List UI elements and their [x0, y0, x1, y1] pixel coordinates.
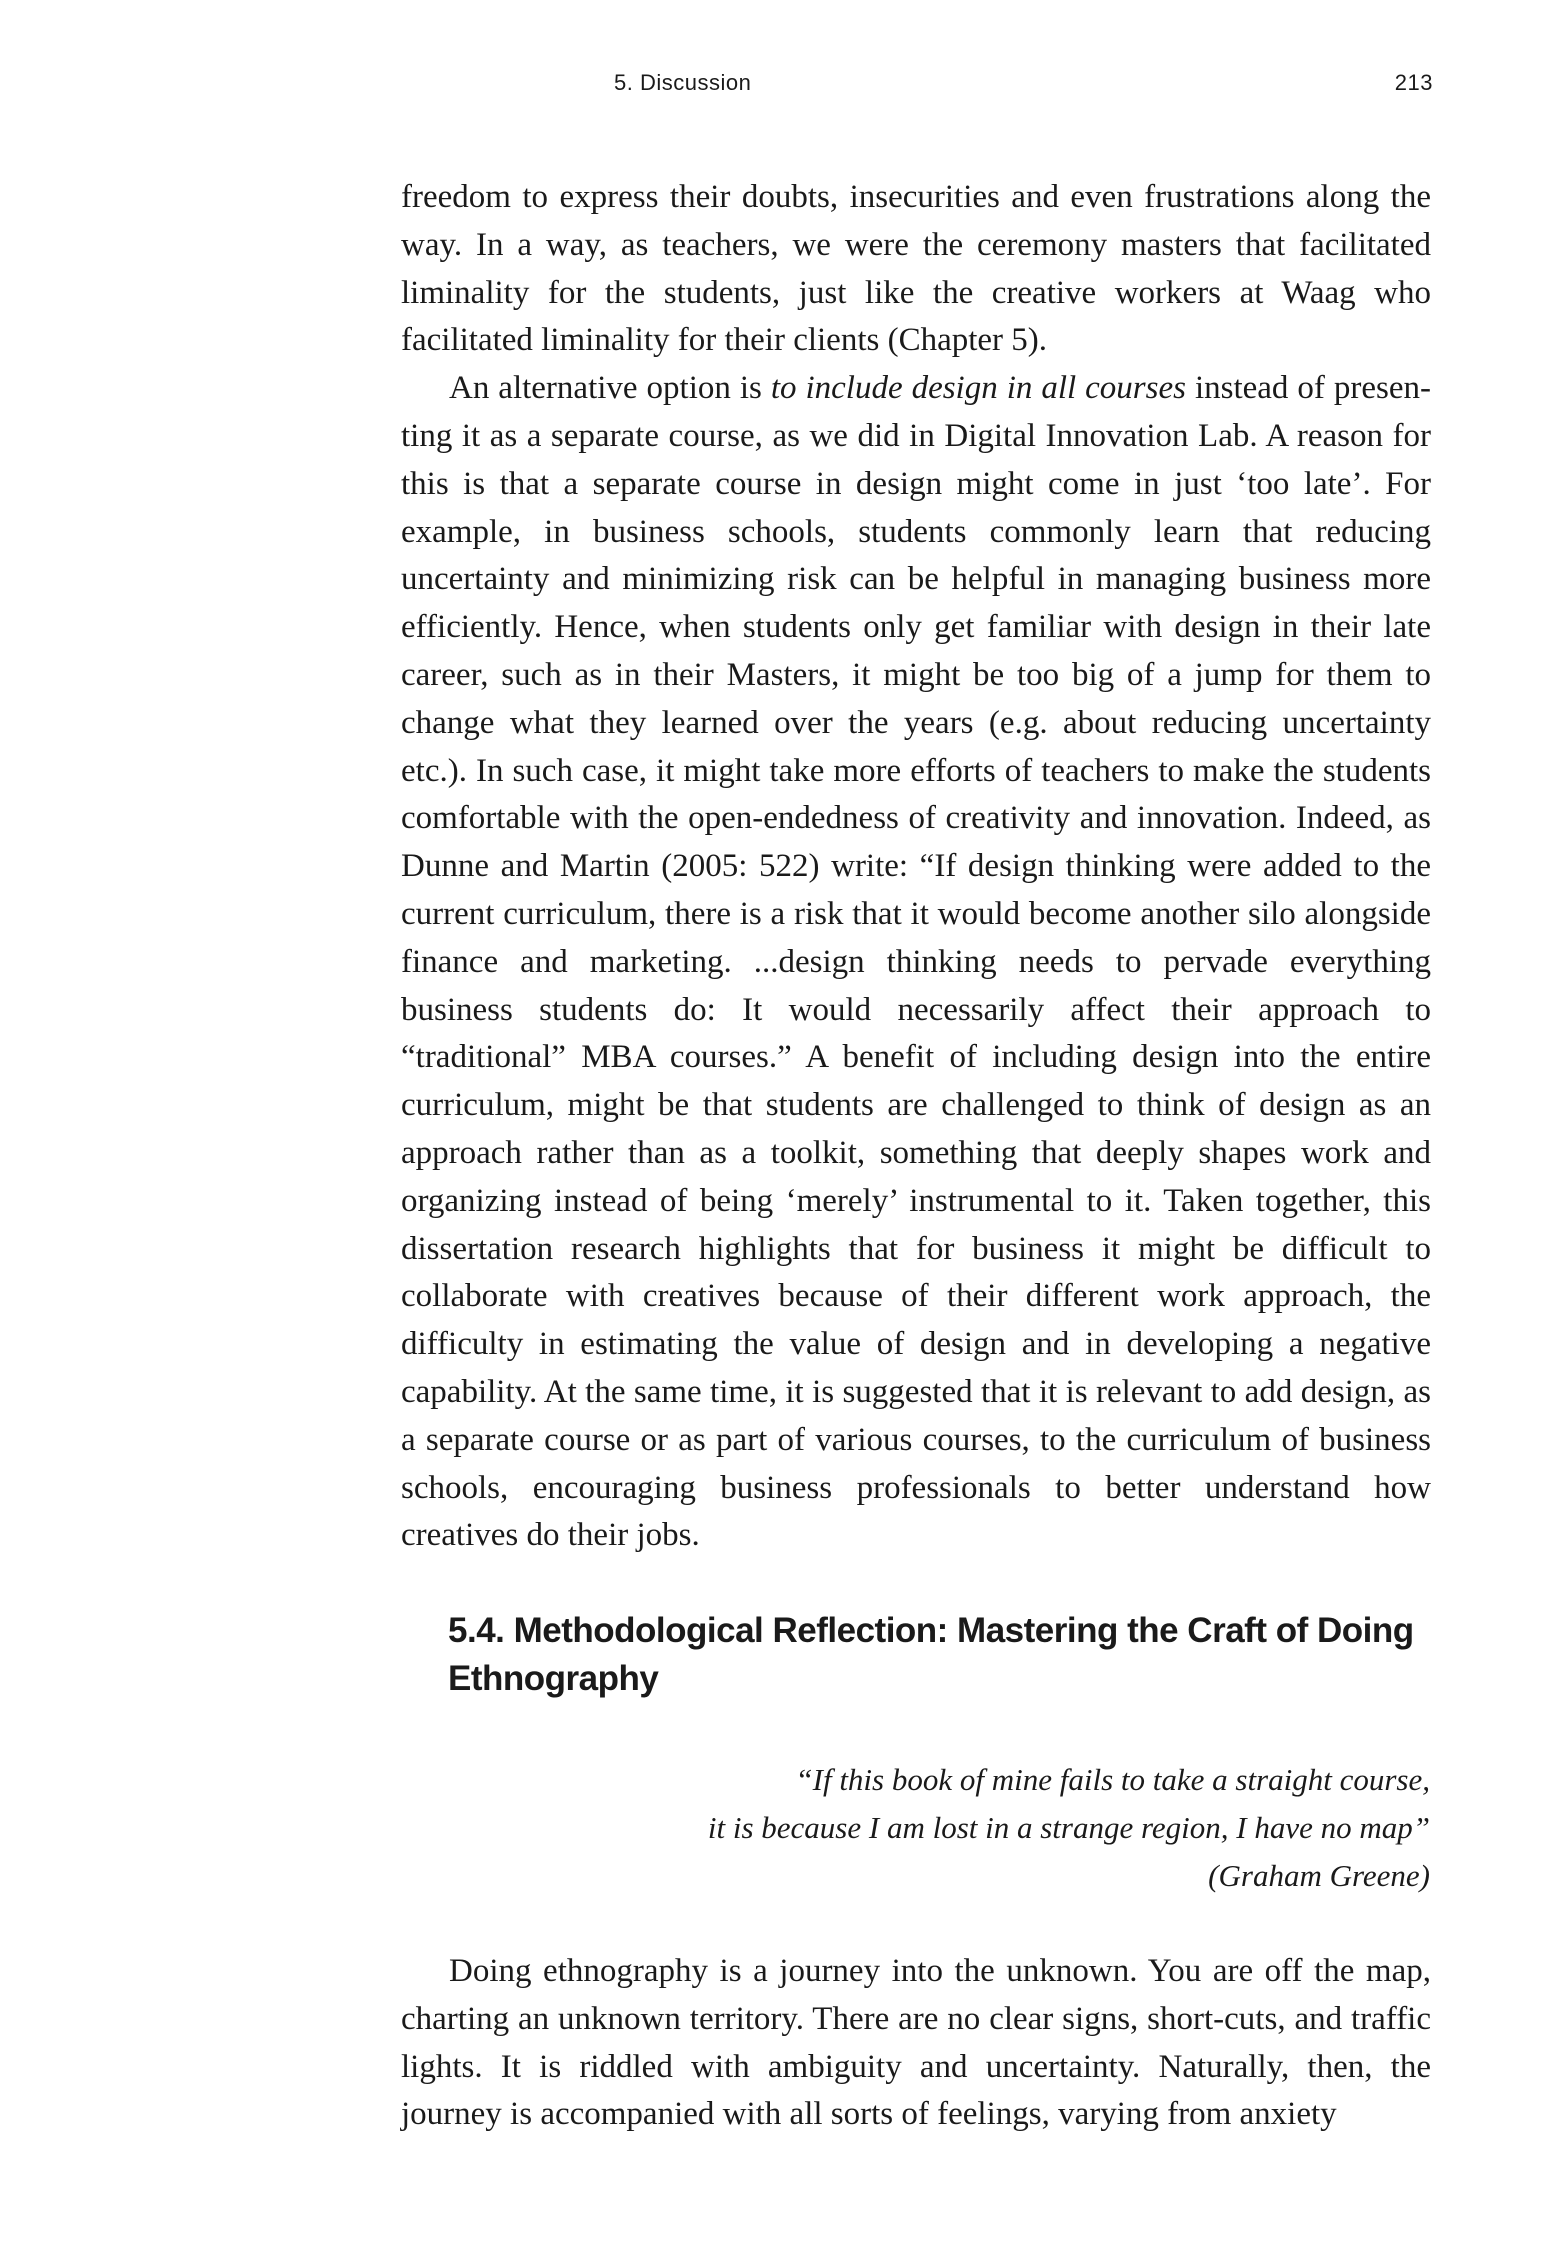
- emphasis-text: to include design in all courses: [770, 370, 1186, 407]
- paragraph-text-after: instead of presenting it as a separate course, as we did in Digital Innovation Lab. A reason for this is that a separate course in design might come in just ‘too late’. For example, in business schools, students commonly learn that reducing uncertainty and minimizing risk can be helpful in managing business more efficiently. Hence, when students only get familiar with design in their late career, such as in their Masters, it might be too big of a jump for them to change what they learned over the years (e.g. about reducing uncertainty etc.). In such case, it might take more efforts of teachers to make the students comfortable with the open-endedness of creativity and innovation. Indeed, as Dunne and Martin (2005: 522) write: “If design thinking were added to the current curriculum, there is a risk that it would become another silo alongside finance and marketing. ...design thinking needs to pervade everything business students do: It would necessarily affect their approach to “traditional” MBA courses.” A benefit of including design into the entire curriculum, might be that students are challenged to think of design as an approach rather than as a toolkit, something that deeply shapes work and organizing instead of being ‘merely’ instrumental to it. Taken together, this dissertation research highlights that for business it might be difficult to collaborate with creatives because of their different work approach, the difficulty in estimating the value of design and in developing a negative capability. At the same time, it is suggested that it is relevant to add design, as a separate course or as part of various courses, to the curriculum of business schools, encouraging business professionals to better understand how creatives do their jobs.: [401, 370, 1431, 1554]
- paragraph-alternative-option: [401, 365, 1431, 1560]
- section-heading: 5.4. Methodological Reflection: Mastering the Craft of Doing Ethnography: [448, 1611, 1414, 1698]
- running-head: 5. Discussion: [614, 70, 752, 95]
- epigraph-line-2: it is because I am lost in a strange region, I have no map”: [707, 1810, 1430, 1845]
- epigraph-line-1: “If this book of mine fails to take a straight course,: [795, 1762, 1430, 1797]
- page-number: 213: [1394, 70, 1433, 95]
- epigraph: [530, 1756, 1430, 1900]
- epigraph-attribution: (Graham Greene): [1208, 1858, 1430, 1893]
- paragraph-continued: freedom to express their doubts, insecurities and even frustrations along the way. In a way, as teachers, we were the ceremony masters that facilitated liminality for the students, just like the creative workers at Waag who facilitated liminality for their clients (Chapter 5).: [401, 179, 1431, 359]
- paragraph-text-before: An alternative option is: [449, 370, 771, 407]
- paragraph-doing-ethnography: Doing ethnography is a journey into the unknown. You are off the map, charting an unknown territory. There are no clear signs, short-cuts, and traffic lights. It is riddled with ambiguity and uncertainty. Naturally, then, the journey is accompanied with all sorts of feelings, varying from anxiety: [401, 1953, 1431, 2133]
- body-text-upper: [401, 174, 1431, 1560]
- body-text-lower: [401, 1948, 1431, 2139]
